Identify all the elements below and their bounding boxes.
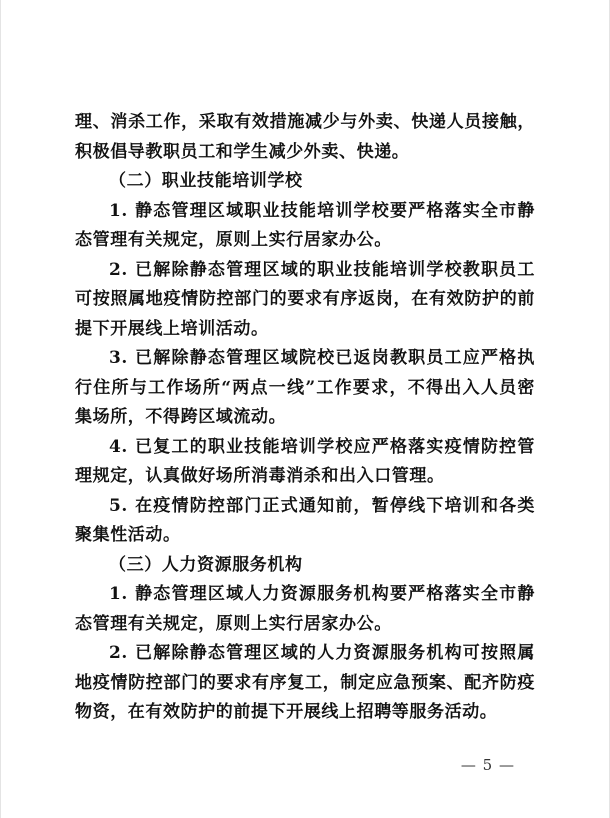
section-heading-hr-services: （三）人力资源服务机构 [109, 554, 303, 575]
list-item: 5. 在疫情防控部门正式通知前，暂停线下培训和各类聚集性活动。 [75, 495, 535, 545]
list-item: 4. 已复工的职业技能培训学校应严格落实疫情防控管理规定，认真做好场所消毒消杀和出入口管理。 [75, 436, 535, 486]
list-item: 1. 静态管理区域人力资源服务机构要严格落实全市静态管理有关规定，原则上实行居家办公。 [75, 584, 535, 634]
body-text [75, 108, 535, 728]
section-heading-vocational-schools: （二）职业技能培训学校 [109, 171, 303, 191]
list-item: 2. 已解除静态管理区域的职业技能培训学校教职员工可按照属地疫情防控部门的要求有序返岗，在有效防护的前提下开展线上培训活动。 [75, 259, 535, 339]
list-item: 3. 已解除静态管理区域院校已返岗教职员工应严格执行住所与工作场所“两点一线”工作要求，不得出入人员密集场所，不得跨区域流动。 [75, 348, 535, 427]
paragraph-continuation: 理、消杀工作，采取有效措施减少与外卖、快递人员接触，积极倡导教职员工和学生减少外卖、快递。 [75, 112, 535, 162]
page-number: — 5 — [460, 756, 515, 774]
list-item: 1. 静态管理区域职业技能培训学校要严格落实全市静态管理有关规定，原则上实行居家办公。 [75, 200, 535, 250]
list-item: 2. 已解除静态管理区域的人力资源服务机构可按照属地疫情防控部门的要求有序复工，制定应急预案、配齐防疫物资，在有效防护的前提下开展线上招聘等服务活动。 [75, 643, 535, 722]
